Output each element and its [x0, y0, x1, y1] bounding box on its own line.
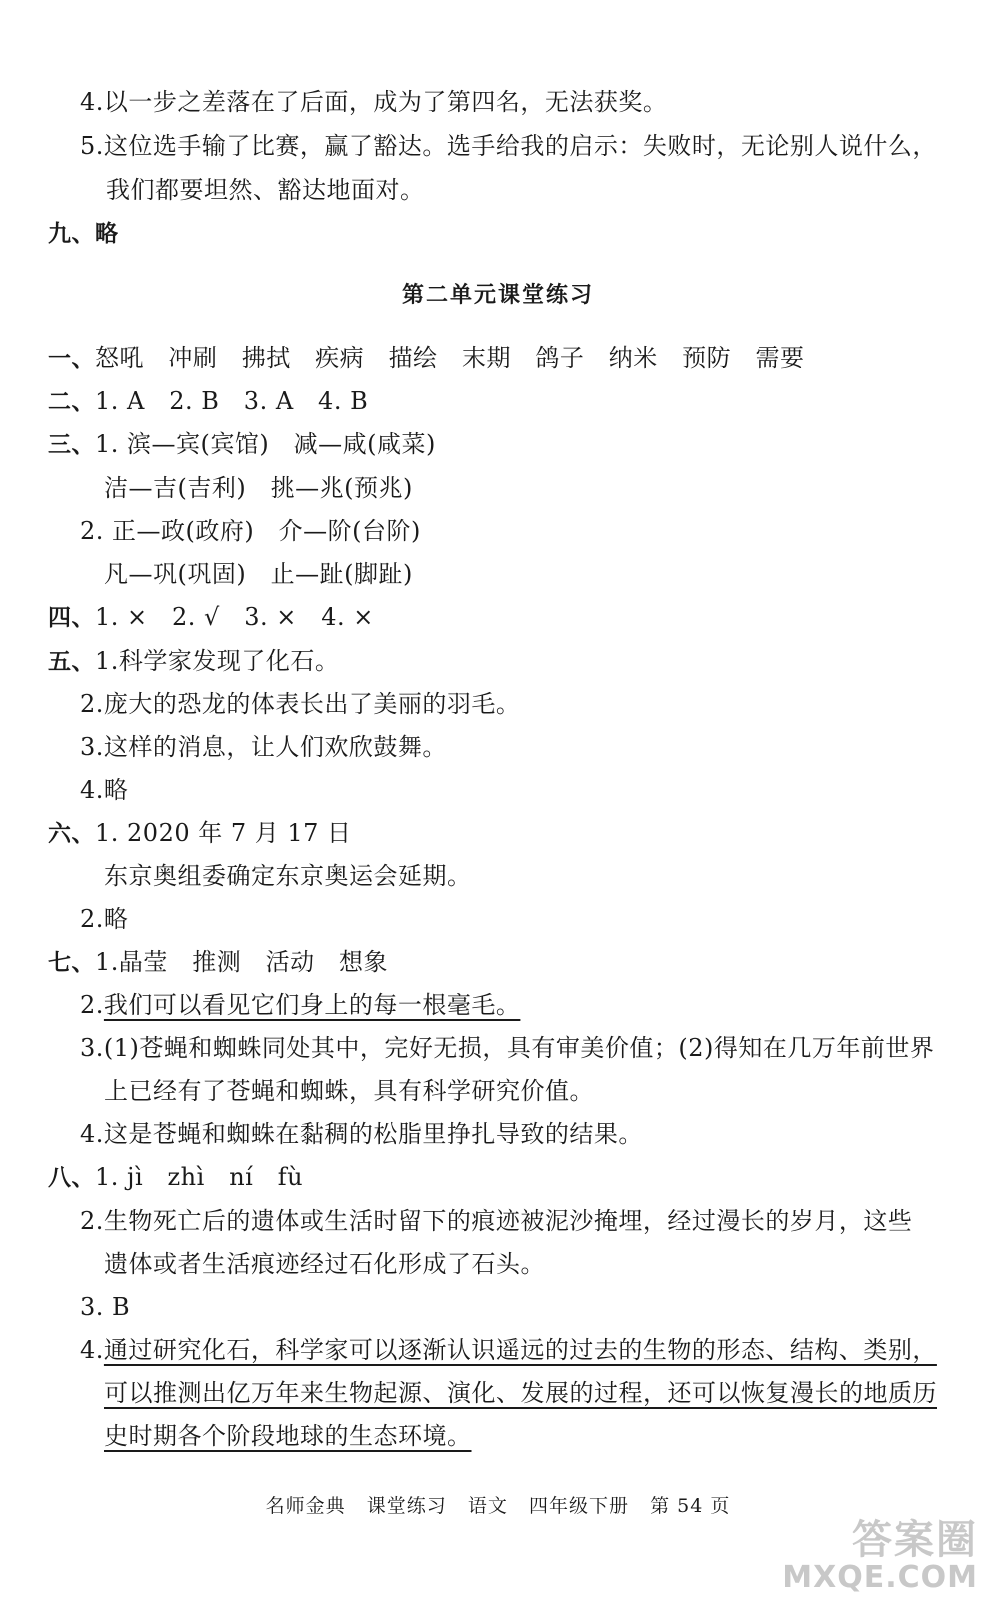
item-number: 4.	[80, 1336, 104, 1364]
word: 疾病	[315, 344, 365, 372]
word: 纳米	[608, 344, 658, 372]
underlined-sentence: 我们可以看见它们身上的每一根毫毛。	[103, 991, 521, 1019]
unit-title: 第二单元课堂练习	[401, 283, 594, 308]
watermark-url: MXQE.COM	[782, 1560, 978, 1595]
section-3-row-4: 凡—巩(巩固) 止—趾(脚趾)	[104, 560, 413, 588]
word: 预防	[682, 344, 732, 372]
underlined-sentence: 通过研究化石，科学家可以逐渐认识遥远的过去的生物的形态、结构、类别，	[103, 1336, 937, 1364]
section-3-row-2: 洁—吉(吉利) 挑—兆(预兆)	[104, 474, 413, 502]
word: 冲刷	[168, 344, 218, 372]
watermark-logo: 答案圈	[852, 1517, 978, 1563]
section-8-item-1	[48, 1161, 303, 1194]
section-3-row-1	[48, 428, 436, 461]
section-6-item-1-detail: 东京奥组委确定东京奥运会延期。	[104, 862, 472, 890]
answer-text: 1.晶莹 推测 活动 想象	[95, 948, 389, 976]
section-8-item-2-line2: 遗体或者生活痕迹经过石化形成了石头。	[104, 1250, 545, 1278]
page-footer: 名师金典 课堂练习 语文 四年级下册 第 54 页	[265, 1495, 731, 1517]
section-marker: 五、	[48, 649, 95, 675]
section-8-item-4-line1	[80, 1334, 937, 1366]
pinyin-answer: 1. jì zhì ní fù	[95, 1163, 304, 1191]
word: 需要	[755, 344, 805, 372]
answer-item-4: 4.以一步之差落在了后面，成为了第四名，无法获奖。	[80, 88, 668, 116]
section-1	[48, 342, 805, 375]
section-6-item-1	[48, 817, 352, 850]
section-7-item-3-line2: 上已经有了苍蝇和蜘蛛，具有科学研究价值。	[104, 1077, 594, 1105]
word: 描绘	[388, 344, 438, 372]
section-5-item-3: 3.这样的消息，让人们欢欣鼓舞。	[80, 733, 447, 761]
section-marker: 一、	[48, 346, 95, 372]
section-8-item-2-line1: 2.生物死亡后的遗体或生活时留下的痕迹被泥沙掩埋，经过漫长的岁月，这些	[80, 1207, 913, 1235]
section-7-item-3-line1: 3.(1)苍蝇和蜘蛛同处其中，完好无损，具有审美价值；(2)得知在几万年前世界	[80, 1034, 935, 1062]
answer-item-5-line2: 我们都要坦然、豁达地面对。	[106, 176, 425, 204]
answer-text: 1. A 2. B 3. A 4. B	[95, 387, 369, 415]
word: 末期	[461, 344, 511, 372]
section-7-item-2	[80, 989, 520, 1021]
section-8-item-3: 3. B	[80, 1293, 131, 1321]
word: 鸽子	[535, 344, 585, 372]
section-4	[48, 601, 374, 634]
section-7-item-4: 4.这是苍蝇和蜘蛛在黏稠的松脂里挣扎导致的结果。	[80, 1120, 643, 1148]
section-5-item-1	[48, 645, 339, 678]
section-8-item-4-line3: 史时期各个阶段地球的生态环境。	[104, 1422, 472, 1450]
word: 拂拭	[241, 344, 291, 372]
answer-text: 1. × 2. √ 3. × 4. ×	[95, 603, 374, 631]
answer-text: 1.科学家发现了化石。	[95, 647, 340, 675]
section-marker: 八、	[48, 1165, 95, 1191]
item-number: 2.	[80, 991, 104, 1019]
watermark	[782, 1518, 978, 1594]
section-marker: 四、	[48, 605, 95, 631]
word: 怒吼	[95, 344, 144, 372]
section-marker: 三、	[48, 432, 95, 458]
section-marker: 六、	[48, 821, 95, 847]
answer-item-5-line1: 5.这位选手输了比赛，赢了豁达。选手给我的启示：失败时，无论别人说什么，	[80, 132, 937, 160]
section-7-item-1	[48, 946, 388, 979]
section-9: 九、略	[48, 221, 119, 247]
section-8-item-4-line2: 可以推测出亿万年来生物起源、演化、发展的过程，还可以恢复漫长的地质历	[104, 1379, 937, 1407]
section-5-item-4: 4.略	[80, 776, 129, 804]
section-3-row-3: 2. 正—政(政府) 介—阶(台阶)	[80, 517, 421, 545]
section-6-item-2: 2.略	[80, 905, 129, 933]
answer-text: 1. 滨—宾(宾馆) 减—咸(咸菜)	[95, 430, 436, 458]
answer-text: 1. 2020 年 7 月 17 日	[95, 819, 352, 847]
section-2	[48, 385, 368, 418]
section-marker: 二、	[48, 389, 95, 415]
section-5-item-2: 2.庞大的恐龙的体表长出了美丽的羽毛。	[80, 690, 521, 718]
section-marker: 七、	[48, 950, 95, 976]
